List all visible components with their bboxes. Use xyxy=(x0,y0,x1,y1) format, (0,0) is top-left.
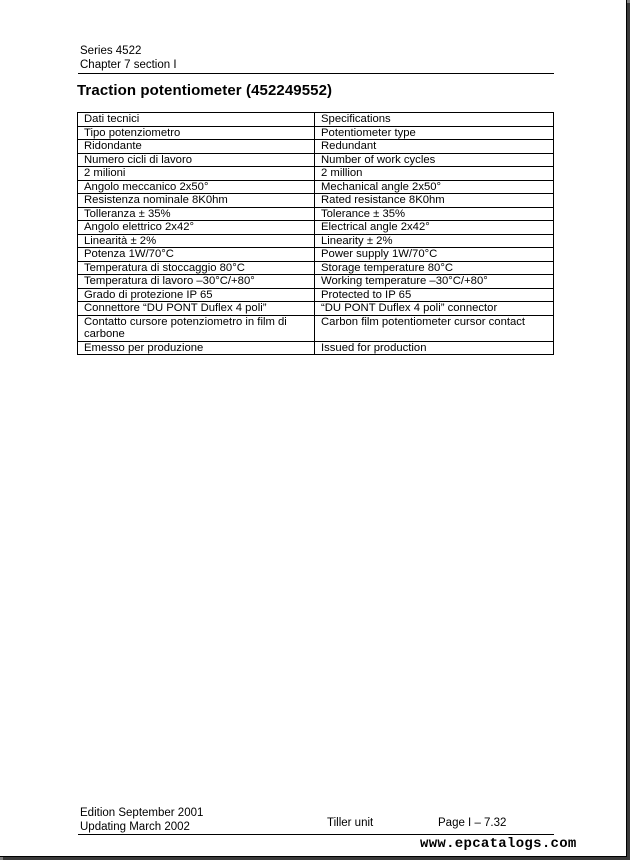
table-row xyxy=(78,234,554,248)
cell-italian: Temperatura di lavoro –30°C/+80° xyxy=(78,275,315,289)
table-row xyxy=(78,221,554,235)
footer-updating: Updating March 2002 xyxy=(80,821,190,833)
table-row xyxy=(78,341,554,355)
cell-italian: Emesso per produzione xyxy=(78,341,315,355)
table-row xyxy=(78,275,554,289)
cell-english: Issued for production xyxy=(315,341,554,355)
table-row xyxy=(78,315,554,341)
specifications-table-body xyxy=(78,113,554,355)
cell-italian: Grado di protezione IP 65 xyxy=(78,288,315,302)
header-divider xyxy=(78,73,554,74)
footer-unit: Tiller unit xyxy=(327,817,374,829)
cell-english: Redundant xyxy=(315,140,554,154)
cell-italian: Tipo potenziometro xyxy=(78,126,315,140)
cell-italian: Contatto cursore potenziometro in film di carbone xyxy=(78,315,315,341)
cell-italian: Temperatura di stoccaggio 80°C xyxy=(78,261,315,275)
page-title: Traction potentiometer (452249552) xyxy=(77,82,333,99)
cell-english: Specifications xyxy=(315,113,554,127)
table-row xyxy=(78,113,554,127)
cell-english: Carbon film potentiometer cursor contact xyxy=(315,315,554,341)
table-row xyxy=(78,140,554,154)
cell-english: “DU PONT Duflex 4 poli” connector xyxy=(315,302,554,316)
cell-english: Potentiometer type xyxy=(315,126,554,140)
cell-english: Power supply 1W/70°C xyxy=(315,248,554,262)
footer-dates xyxy=(80,806,203,834)
cell-italian: Linearità ± 2% xyxy=(78,234,315,248)
watermark: www.epcatalogs.com xyxy=(420,836,577,852)
table-row xyxy=(78,126,554,140)
page-header xyxy=(80,44,177,72)
cell-english: 2 million xyxy=(315,167,554,181)
footer-page-number: Page I – 7.32 xyxy=(438,817,507,829)
table-row xyxy=(78,153,554,167)
header-series: Series 4522 xyxy=(80,45,142,57)
cell-english: Working temperature –30°C/+80° xyxy=(315,275,554,289)
table-row xyxy=(78,167,554,181)
cell-english: Tolerance ± 35% xyxy=(315,207,554,221)
cell-english: Electrical angle 2x42° xyxy=(315,221,554,235)
footer-edition: Edition September 2001 xyxy=(80,807,204,819)
cell-italian: 2 milioni xyxy=(78,167,315,181)
table-row xyxy=(78,180,554,194)
table-row xyxy=(78,302,554,316)
cell-english: Storage temperature 80°C xyxy=(315,261,554,275)
cell-italian: Numero cicli di lavoro xyxy=(78,153,315,167)
cell-english: Number of work cycles xyxy=(315,153,554,167)
table-row xyxy=(78,194,554,208)
cell-italian: Ridondante xyxy=(78,140,315,154)
cell-english: Protected to IP 65 xyxy=(315,288,554,302)
footer-divider xyxy=(78,834,554,835)
cell-italian: Angolo elettrico 2x42° xyxy=(78,221,315,235)
cell-italian: Resistenza nominale 8K0hm xyxy=(78,194,315,208)
cell-english: Linearity ± 2% xyxy=(315,234,554,248)
header-chapter: Chapter 7 section I xyxy=(80,59,177,71)
cell-english: Mechanical angle 2x50° xyxy=(315,180,554,194)
cell-italian: Angolo meccanico 2x50° xyxy=(78,180,315,194)
table-row xyxy=(78,248,554,262)
cell-italian: Potenza 1W/70°C xyxy=(78,248,315,262)
table-row xyxy=(78,288,554,302)
specifications-table xyxy=(77,112,554,355)
cell-italian: Connettore “DU PONT Duflex 4 poli” xyxy=(78,302,315,316)
cell-english: Rated resistance 8K0hm xyxy=(315,194,554,208)
table-row xyxy=(78,261,554,275)
table-row xyxy=(78,207,554,221)
cell-italian: Dati tecnici xyxy=(78,113,315,127)
cell-italian: Tolleranza ± 35% xyxy=(78,207,315,221)
